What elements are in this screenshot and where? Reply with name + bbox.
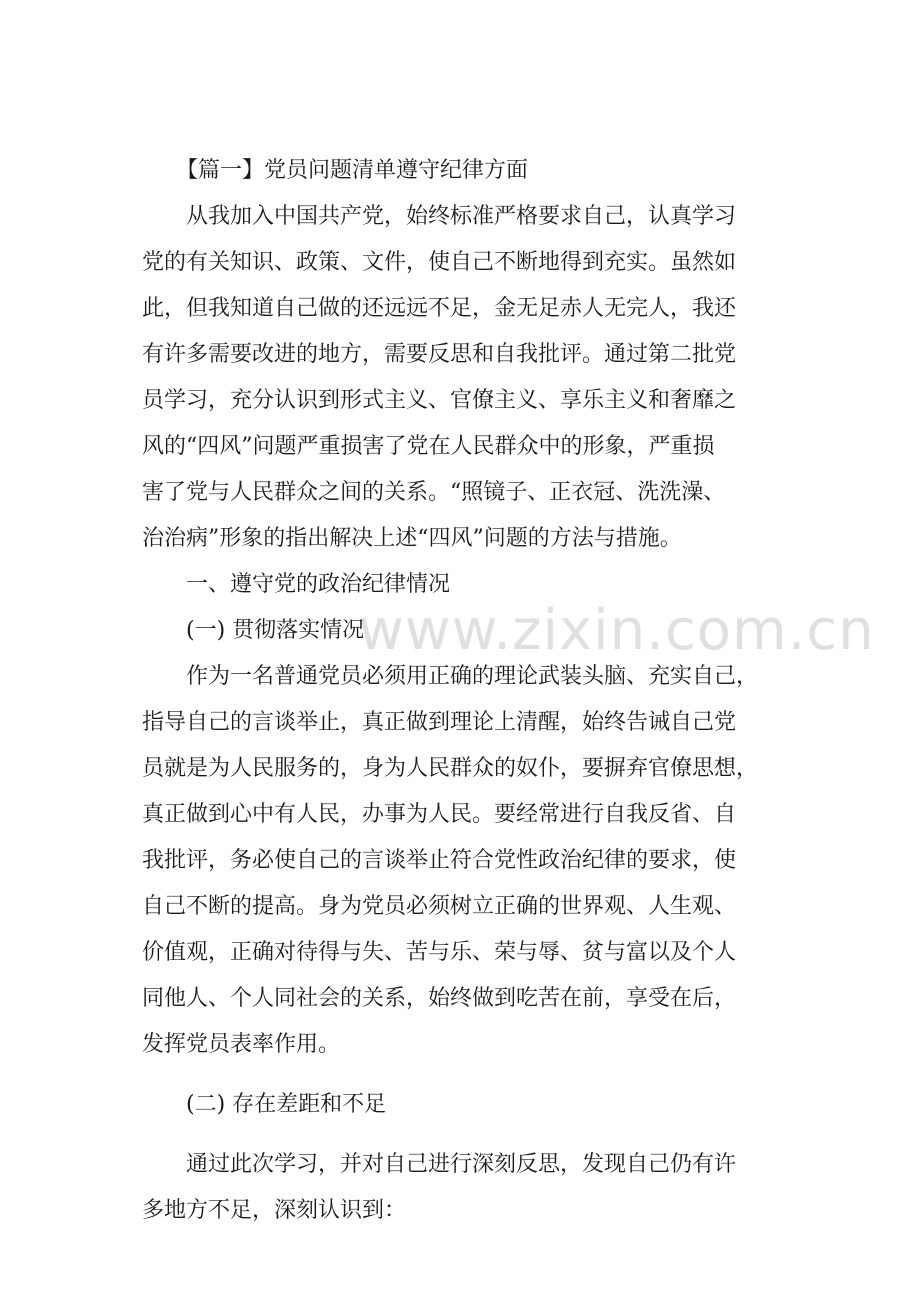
paragraph-line: 指导自己的言谈举止，真正做到理论上清醒，始终告诫自己党 <box>142 710 737 735</box>
document-body <box>142 148 792 1234</box>
spacer <box>142 1128 792 1142</box>
paragraph-implementation <box>142 654 792 1068</box>
section-heading-1: 一、遵守党的政治纪律情况 <box>186 572 451 597</box>
paragraph-line: 员学习，充分认识到形式主义、官僚主义、享乐主义和奢靡之 <box>142 388 737 413</box>
paragraph-line: 发挥党员表率作用。 <box>142 1032 341 1057</box>
paragraph-line: 真正做到心中有人民，办事为人民。要经常进行自我反省、自 <box>142 802 737 827</box>
paragraph-line: 我批评，务必使自己的言谈举止符合党性政治纪律的要求，使 <box>142 848 737 873</box>
paragraph-shortcomings <box>142 1142 792 1234</box>
paragraph-line: 多地方不足，深刻认识到： <box>142 1198 407 1223</box>
paragraph-line: 此，但我知道自己做的还远远不足，金无足赤人无完人，我还 <box>142 296 737 321</box>
spacer <box>142 1068 792 1082</box>
paragraph-line: 作为一名普通党员必须用正确的理论武装头脑、充实自己， <box>186 664 759 689</box>
paragraph-line: 治治病”形象的指出解决上述“四风”问题的方法与措施。 <box>142 526 682 551</box>
paragraph-line: 通过此次学习，并对自己进行深刻反思，发现自己仍有许 <box>186 1152 737 1177</box>
subsection-heading-2: (二) 存在差距和不足 <box>186 1092 387 1117</box>
paragraph-line: 党的有关知识、政策、文件，使自己不断地得到充实。虽然如 <box>142 250 737 275</box>
paragraph-line: 有许多需要改进的地方，需要反思和自我批评。通过第二批党 <box>142 342 737 367</box>
paragraph-line: 风的“四风”问题严重损害了党在人民群众中的形象，严重损 <box>142 434 715 459</box>
paragraph-line: 价值观，正确对待得与失、苦与乐、荣与辱、贫与富以及个人 <box>142 940 737 965</box>
paragraph-line: 害了党与人民群众之间的关系。“照镜子、正衣冠、洗洗澡、 <box>142 480 726 505</box>
paragraph-line: 自己不断的提高。身为党员必须树立正确的世界观、人生观、 <box>142 894 737 919</box>
paragraph-line: 同他人、个人同社会的关系，始终做到吃苦在前，享受在后， <box>142 986 737 1011</box>
paragraph-line: 从我加入中国共产党，始终标准严格要求自己，认真学习 <box>186 204 737 229</box>
document-title: 【篇一】党员问题清单遵守纪律方面 <box>176 158 529 183</box>
watermark: www.zixin.com.cn <box>358 598 875 663</box>
paragraph-line: 员就是为人民服务的，身为人民群众的奴仆，要摒弃官僚思想， <box>142 756 759 781</box>
subsection-heading-1: (一) 贯彻落实情况 <box>186 618 365 643</box>
paragraph-intro <box>142 194 792 562</box>
